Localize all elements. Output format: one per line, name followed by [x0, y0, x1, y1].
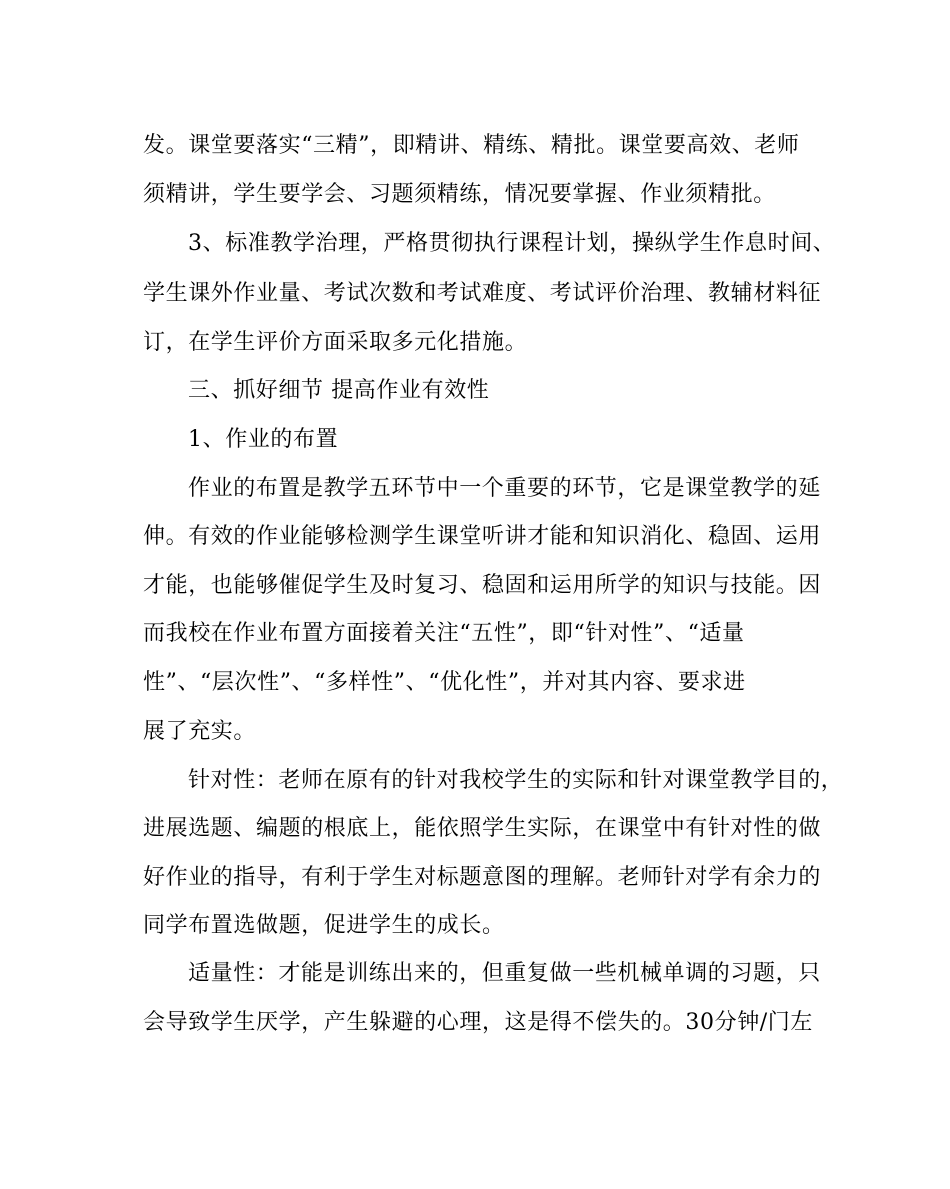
text-line: 进展选题、编题的根底上，能依照学生实际，在课堂中有针对性的做: [143, 816, 822, 841]
text-line: 伸。有效的作业能够检测学生课堂听讲才能和知识消化、稳固、运用: [143, 524, 822, 549]
text-line: 展了充实。: [143, 719, 257, 744]
subsection-heading: 1、作业的布置: [188, 427, 339, 452]
text-line: 会导致学生厌学，产生躲避的心理，这是得不偿失的。30分钟/门左: [143, 1010, 814, 1035]
section-heading: 三、抓好细节 提高作业有效性: [188, 378, 490, 403]
paragraph-line: 3、标准教学治理，严格贯彻执行课程计划，操纵学生作息时间、: [188, 231, 836, 256]
text-line: 好作业的指导，有利于学生对标题意图的理解。老师针对学有余力的: [143, 865, 822, 890]
paragraph-line: 适量性：才能是训练出来的，但重复做一些机械单调的习题，只: [188, 961, 821, 986]
text-line: 订，在学生评价方面采取多元化措施。: [143, 330, 528, 355]
paragraph-line: 作业的布置是教学五环节中一个重要的环节，它是课堂教学的延: [188, 476, 821, 501]
text-line: 发。课堂要落实“三精”，即精讲、精练、精批。课堂要高效、老师: [143, 133, 800, 158]
text-line: 学生课外作业量、考试次数和考试难度、考试评价治理、教辅材料征: [143, 281, 822, 306]
text-line: 性”、“层次性”、“多样性”、“优化性”，并对其内容、要求进: [143, 670, 746, 695]
text-line: 而我校在作业布置方面接着关注“五性”，即“针对性”、“适量: [143, 621, 745, 646]
text-line: 才能，也能够催促学生及时复习、稳固和运用所学的知识与技能。因: [143, 573, 822, 598]
text-line: 同学布置选做题，促进学生的成长。: [143, 913, 505, 938]
paragraph-line: 针对性：老师在原有的针对我校学生的实际和针对课堂教学目的，: [188, 768, 844, 793]
text-line: 须精讲，学生要学会、习题须精练，情况要掌握、作业须精批。: [143, 182, 776, 207]
